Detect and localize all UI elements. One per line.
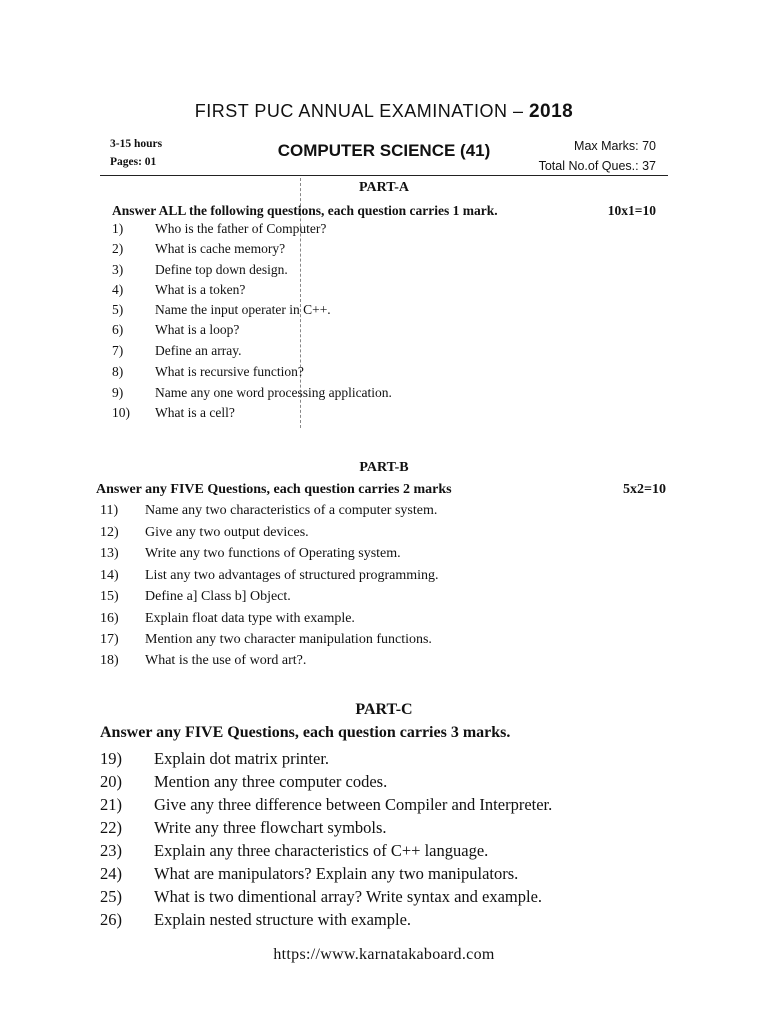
question-text: Define an array.	[155, 343, 242, 358]
question-number: 18)	[100, 653, 119, 668]
question-item	[100, 611, 355, 627]
question-item	[100, 568, 439, 584]
part-b-instruction: Answer any FIVE Questions, each question carries 2 marks	[96, 482, 452, 497]
question-item	[112, 405, 235, 421]
question-number: 17)	[100, 632, 119, 647]
question-text: Write any three flowchart symbols.	[154, 818, 387, 837]
question-number: 8)	[112, 364, 124, 379]
question-item	[100, 589, 291, 605]
question-number: 21)	[100, 795, 122, 814]
question-text: Explain float data type with example.	[145, 611, 355, 626]
part-c-instruction: Answer any FIVE Questions, each question carries 3 marks.	[100, 724, 511, 741]
question-text: Explain any three characteristics of C++ language.	[154, 841, 489, 860]
exam-subject: COMPUTER SCIENCE (41)	[277, 141, 491, 160]
question-item	[100, 525, 309, 541]
exam-year: 2018	[528, 101, 574, 122]
question-item	[112, 302, 331, 318]
question-number: 20)	[100, 772, 122, 791]
question-text: Mention any three computer codes.	[154, 772, 388, 791]
question-number: 15)	[100, 589, 119, 604]
part-a-heading: PART-A	[358, 180, 410, 195]
question-number: 14)	[100, 568, 119, 583]
question-text: Mention any two character manipulation functions.	[145, 632, 432, 647]
question-number: 22)	[100, 818, 122, 837]
part-c-heading: PART-C	[355, 701, 413, 718]
question-number: 25)	[100, 887, 122, 906]
question-text: What is cache memory?	[155, 241, 286, 256]
question-item	[112, 221, 326, 237]
question-number: 6)	[112, 322, 124, 337]
exam-duration: 3-15 hours	[110, 138, 163, 150]
question-number: 3)	[112, 262, 124, 277]
footer-url: https://www.karnatakaboard.com	[273, 946, 495, 963]
question-number: 12)	[100, 525, 119, 540]
question-item	[112, 343, 241, 359]
question-item	[100, 546, 401, 562]
question-number: 1)	[112, 221, 124, 236]
question-text: Name any two characteristics of a computer system.	[145, 503, 438, 518]
question-text: Write any two functions of Operating system.	[145, 546, 401, 561]
max-marks: Max Marks: 70	[574, 139, 656, 153]
part-a-marks: 10x1=10	[607, 203, 656, 218]
question-item	[100, 795, 552, 815]
question-text: What are manipulators? Explain any two manipulators.	[154, 864, 519, 883]
question-number: 4)	[112, 282, 124, 297]
question-number: 9)	[112, 385, 124, 400]
question-text: Explain dot matrix printer.	[154, 749, 330, 768]
total-questions: Total No.of Ques.: 37	[538, 159, 656, 173]
question-number: 7)	[112, 343, 124, 358]
question-item	[100, 818, 387, 838]
question-item	[112, 262, 288, 278]
question-item	[112, 322, 239, 338]
question-number: 23)	[100, 841, 122, 860]
question-item	[112, 364, 304, 380]
question-number: 24)	[100, 864, 122, 883]
exam-pages: Pages: 01	[110, 156, 157, 168]
question-number: 13)	[100, 546, 119, 561]
question-number: 26)	[100, 910, 122, 929]
question-number: 5)	[112, 302, 124, 317]
question-text: What is a token?	[155, 282, 246, 297]
question-item	[112, 385, 392, 401]
part-b-heading: PART-B	[359, 460, 409, 475]
question-text: Who is the father of Computer?	[155, 221, 327, 236]
question-text: What is the use of word art?.	[145, 653, 307, 668]
exam-title	[0, 101, 768, 123]
part-b-marks: 5x2=10	[623, 482, 666, 497]
question-text: What is a loop?	[155, 322, 240, 337]
question-text: Explain nested structure with example.	[154, 910, 412, 929]
question-text: Define top down design.	[155, 262, 288, 277]
question-item	[100, 772, 387, 792]
question-text: Give any two output devices.	[145, 525, 309, 540]
question-text: List any two advantages of structured programming.	[145, 568, 439, 583]
part-a-instruction: Answer ALL the following questions, each question carries 1 mark.	[112, 203, 498, 218]
header-divider	[100, 175, 668, 176]
question-item	[112, 282, 245, 298]
question-text: Name the input operater in C++.	[155, 302, 331, 317]
question-item	[100, 503, 437, 519]
question-text: Define a] Class b] Object.	[145, 589, 291, 604]
question-item	[100, 653, 306, 669]
question-item	[100, 749, 329, 769]
question-text: What is recursive function?	[155, 364, 304, 379]
question-number: 2)	[112, 241, 124, 256]
question-number: 16)	[100, 611, 119, 626]
question-item	[100, 910, 411, 930]
question-item	[100, 887, 542, 907]
exam-title-text: FIRST PUC ANNUAL EXAMINATION –	[194, 101, 524, 121]
question-number: 19)	[100, 749, 122, 768]
question-item	[112, 241, 285, 257]
question-item	[100, 841, 488, 861]
question-text: What is a cell?	[155, 405, 235, 420]
question-number: 10)	[112, 405, 130, 420]
question-text: Give any three difference between Compiler and Interpreter.	[154, 795, 553, 814]
question-number: 11)	[100, 503, 119, 518]
question-item	[100, 632, 432, 648]
question-text: Name any one word processing application.	[155, 385, 392, 400]
question-text: What is two dimentional array? Write syntax and example.	[154, 887, 543, 906]
question-item	[100, 864, 518, 884]
